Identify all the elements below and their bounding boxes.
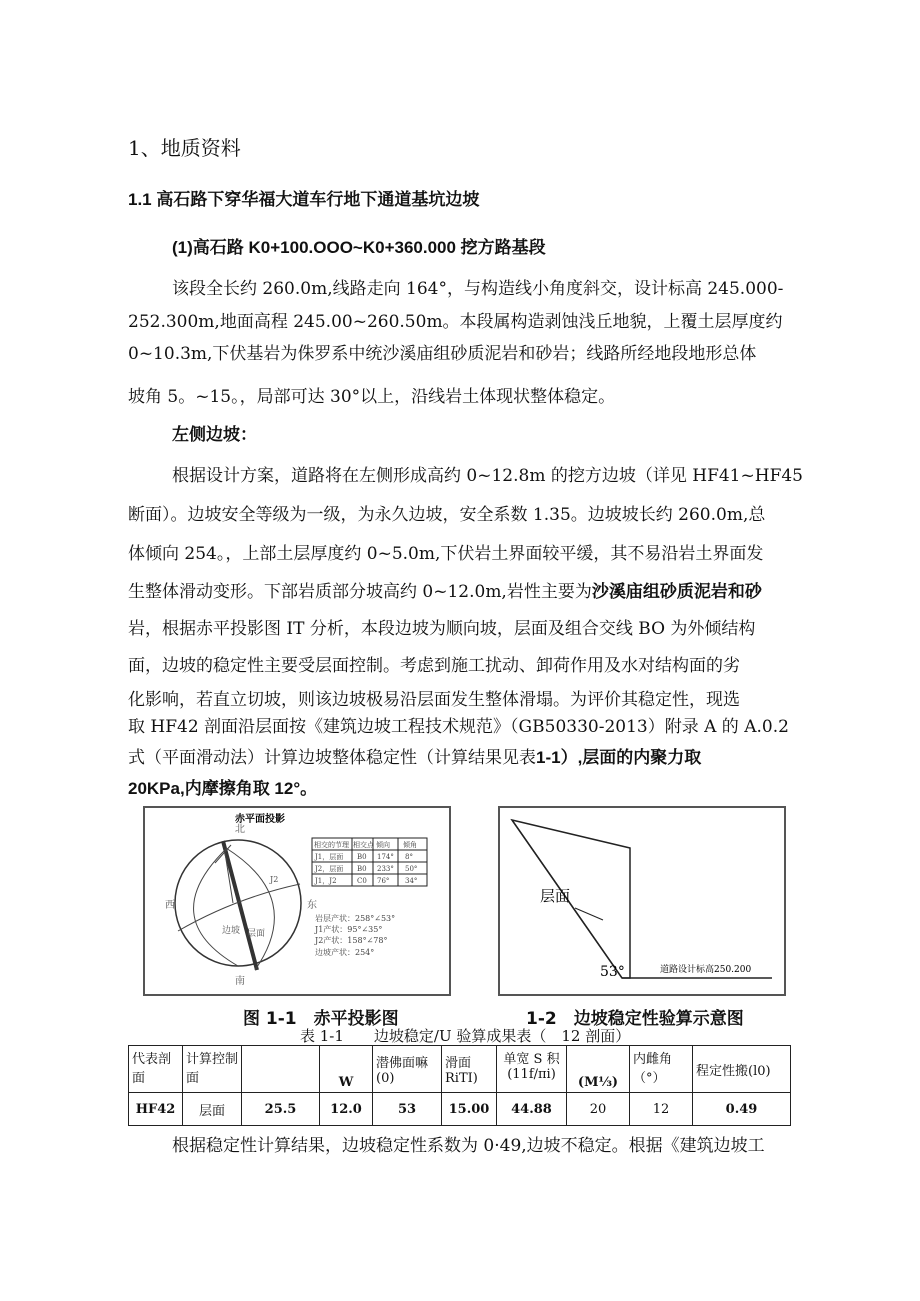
road-label: 道路设计标高250.200 <box>660 965 752 975</box>
left-slope-title: 左侧边坡： <box>172 425 257 444</box>
heading-1: 1、地质资料 <box>128 136 241 160</box>
south-label: 南 <box>235 976 245 987</box>
para1-line: 252.300m,地面高程 245.00~260.50m。本段属构造剥蚀浅丘地貌，上覆土层厚度约 <box>128 312 783 332</box>
fig1-th: 倾向 <box>376 841 390 849</box>
th: 程定性搬(l0) <box>693 1046 791 1093</box>
bedding-label: 层面 <box>247 929 266 939</box>
th: 潜佛面嘛(0) <box>373 1046 442 1093</box>
th: 单宽 S 积 (11f/πi) <box>497 1046 567 1093</box>
cell: 25.5 <box>242 1093 320 1126</box>
para2-line: 取 HF42 剖面沿层面按《建筑边坡工程技术规范》（GB50330-2013）附录 A 的 A.0.2 <box>128 717 789 737</box>
cell: 44.88 <box>497 1093 567 1126</box>
fig1-th: 相交点 <box>353 841 374 849</box>
th: 代表剖面 <box>129 1046 183 1093</box>
fig1-note: J1产状：95°∠35° <box>315 925 383 934</box>
para2-line: 化影响，若直立切坡，则该边坡极易沿层面发生整体滑塌。为评价其稳定性，现选 <box>128 690 740 710</box>
fig1-td: B0 <box>357 853 367 861</box>
para2-line: 面，边坡的稳定性主要受层面控制。考虑到施工扰动、卸荷作用及水对结构面的劣 <box>128 656 740 676</box>
para2-line: 体倾向 254。，上部土层厚度约 0~5.0m,下伏岩土界面较平缓，其不易沿岩土界面发 <box>128 544 764 564</box>
cell: 0.49 <box>693 1093 791 1126</box>
fig1-td: 76° <box>377 877 390 885</box>
para2-line: 生整体滑动变形。下部岩质部分坡高约 0~12.0m,岩性主要为 <box>128 582 592 602</box>
cell: 12 <box>630 1093 693 1126</box>
table-row <box>129 1093 791 1126</box>
fig1-note: 边坡产状：254° <box>315 948 375 957</box>
fig1-td: 174° <box>377 853 394 861</box>
para1-line: 0~10.3m,下伏基岩为侏罗系中统沙溪庙组砂质泥岩和砂岩；线路所经地段地形总体 <box>128 344 757 364</box>
west-label: 西 <box>165 900 175 911</box>
fig1-th: 倾角 <box>403 841 417 849</box>
para2-line: 根据设计方案，道路将在左侧形成高约 0~12.8m 的挖方边坡（详见 HF41~HF45 <box>172 466 803 486</box>
cell: 53 <box>373 1093 442 1126</box>
fig1-th: 相交的节理 <box>314 841 349 849</box>
slope-polygon <box>512 820 630 978</box>
stereonet-figure <box>143 806 451 996</box>
caption-fig2: 1-2 边坡稳定性验算示意图 <box>526 1009 744 1029</box>
fig1-td: 8° <box>405 853 413 861</box>
fig1-td: J1，层面 <box>315 853 344 861</box>
th: 内雌角（°） <box>630 1046 693 1093</box>
fig1-td: 50° <box>405 865 418 873</box>
cell: HF42 <box>129 1093 183 1126</box>
north-label: 北 <box>235 824 245 835</box>
para2-line: 式（平面滑动法）计算边坡整体稳定性（计算结果见表 <box>128 748 536 768</box>
caption-fig1: 图 1-1 赤平投影图 <box>243 1009 399 1029</box>
para1-line: 坡角 5。~15。，局部可达 30°以上，沿线岩土体现状整体稳定。 <box>128 387 616 407</box>
fig1-td: C0 <box>357 877 367 885</box>
cell: 15.00 <box>442 1093 497 1126</box>
th: W <box>320 1046 373 1093</box>
cell: 20 <box>567 1093 630 1126</box>
cell: 层面 <box>183 1093 242 1126</box>
east-label: 东 <box>307 900 317 911</box>
slope-line <box>223 841 257 970</box>
para2-last-line: 20KPa,内摩擦角取 12°。 <box>128 779 318 798</box>
th: (M⅓) <box>567 1046 630 1093</box>
slope-label: 边坡 <box>222 926 241 936</box>
para2-line: 岩，根据赤平投影图 IT 分析，本段边坡为顺向坡，层面及组合交线 BO 为外倾结构 <box>128 619 756 639</box>
heading-3: (1)高石路 K0+100.OOO~K0+360.000 挖方路基段 <box>172 238 546 257</box>
fig1-title: 赤平面投影 <box>235 814 285 825</box>
fig1-td: J1，J2 <box>315 877 337 885</box>
fig1-td: 34° <box>405 877 418 885</box>
fig1-td: J2，层面 <box>315 865 344 873</box>
para2-line: 断面）。边坡安全等级为一级，为永久边坡，安全系数 1.35。边坡坡长约 260.0m,总 <box>128 505 766 525</box>
stability-table <box>128 1045 791 1126</box>
j2-label: J2 <box>270 875 279 884</box>
th: 滑面 RiTI) <box>442 1046 497 1093</box>
stereonet-svg <box>145 808 449 994</box>
fig1-td: B0 <box>357 865 367 873</box>
para1-line: 该段全长约 260.0m,线路走向 164°，与构造线小角度斜交，设计标高 245.000- <box>172 279 784 299</box>
slope-section-figure <box>498 806 786 996</box>
th: 计算控制面 <box>183 1046 242 1093</box>
cell: 12.0 <box>320 1093 373 1126</box>
bedding-label: 层面 <box>540 887 571 905</box>
bold-text: 1-1）,层面的内聚力取 <box>536 748 702 767</box>
bold-text: 沙溪庙组砂质泥岩和砂 <box>591 582 762 601</box>
table-title: 表 1-1 边坡稳定/U 验算成果表（ 12 剖面） <box>300 1027 631 1045</box>
section-svg <box>500 808 784 994</box>
para3: 根据稳定性计算结果，边坡稳定性系数为 0·49,边坡不稳定。根据《建筑边坡工 <box>172 1136 765 1156</box>
th <box>242 1046 320 1093</box>
heading-2: 1.1 高石路下穿华福大道车行地下通道基坑边坡 <box>128 190 480 209</box>
fig1-note: 岩层产状：258°∠53° <box>315 914 396 923</box>
angle-label: 53° <box>600 964 625 980</box>
fig1-td: 233° <box>377 865 394 873</box>
fig1-note: J2产状：158°∠78° <box>315 936 388 945</box>
